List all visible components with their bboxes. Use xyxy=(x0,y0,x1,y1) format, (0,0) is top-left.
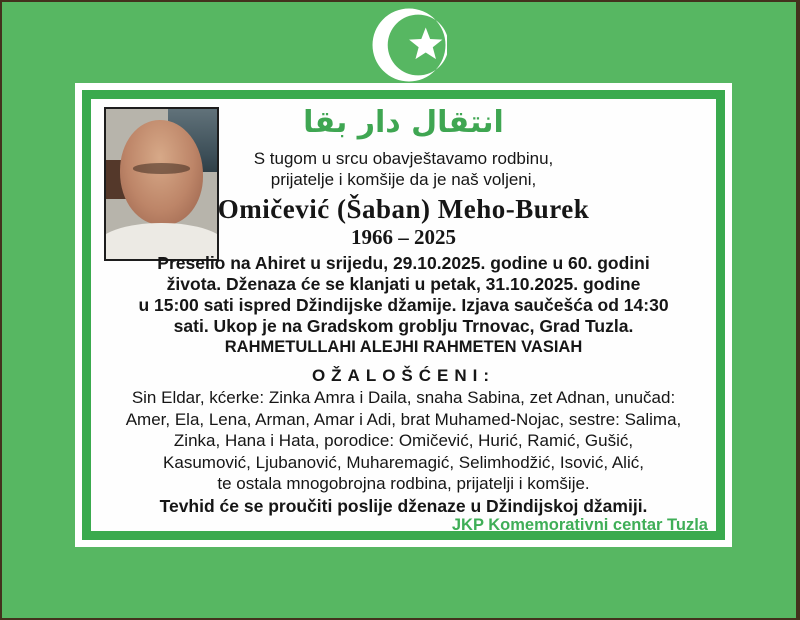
mourners-heading: OŽALOŠĆENI: xyxy=(311,366,496,385)
mourners-list xyxy=(91,387,716,495)
mourners-line-3: Zinka, Hana i Hata, porodice: Omičević, Hurić, Ramić, Gušić, xyxy=(173,431,634,450)
arabic-calligraphy: انتقال دار بقا xyxy=(303,105,504,140)
mourners-line-5: te ostala mnogobrojna rodbina, prijatelji i komšije. xyxy=(217,474,590,493)
announcement-line-2: života. Dženaza će se klanjati u petak, 31.10.2025. godine xyxy=(166,274,641,294)
crescent-star-icon xyxy=(371,7,447,83)
deceased-name: Omičević (Šaban) Meho-Burek xyxy=(217,194,590,224)
mourners-line-2: Amer, Ela, Lena, Arman, Amar i Adi, brat Muhamed-Nojac, sestre: Salima, xyxy=(125,409,682,429)
obituary-card xyxy=(75,83,732,547)
life-years: 1966 – 2025 xyxy=(351,225,456,249)
announcement-line-3: u 15:00 sati ispred Džindijske džamije. Izjava saučešća od 14:30 xyxy=(138,295,669,315)
intro-line-1: S tugom u srcu obavještavamo rodbinu, xyxy=(253,149,554,168)
announcement-line-1: Preselio na Ahiret u srijedu, 29.10.2025. godine u 60. godini xyxy=(157,253,650,273)
announcement-line-4: sati. Ukop je na Gradskom groblju Trnovac, Grad Tuzla. xyxy=(173,316,634,336)
mourners-line-4: Kasumović, Ljubanović, Muharemagić, Selimhodžić, Isović, Alić, xyxy=(163,452,644,472)
card-content xyxy=(91,99,716,534)
organizer-signature: JKP Komemorativni centar Tuzla xyxy=(451,515,708,534)
tevhid-line: Tevhid će se proučiti poslije dženaze u Džindijskoj džamiji. xyxy=(159,495,648,516)
prayer-line: RAHMETULLAHI ALEJHI RAHMETEN VASIAH xyxy=(224,338,583,356)
mourners-line-1: Sin Eldar, kćerke: Zinka Amra i Daila, snaha Sabina, zet Adnan, unučad: xyxy=(131,388,676,407)
funeral-announcement xyxy=(91,253,716,337)
intro-text xyxy=(91,148,716,190)
intro-line-2: prijatelje i komšije da je naš voljeni, xyxy=(270,170,537,189)
card-green-frame xyxy=(82,90,725,540)
